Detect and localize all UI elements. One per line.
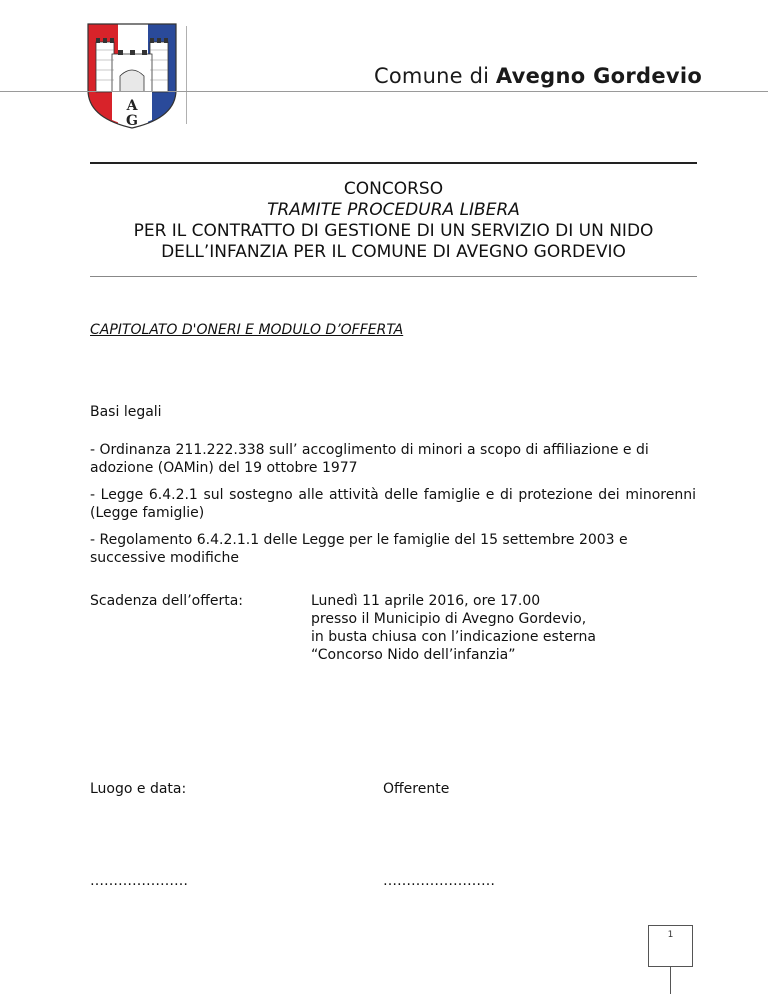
title-line-3: PER IL CONTRATTO DI GESTIONE DI UN SERVIZIO DI UN NIDO: [133, 221, 654, 241]
document-title: [90, 179, 697, 263]
municipality-prefix: Comune di: [374, 64, 490, 88]
municipality-name: [374, 64, 702, 88]
legal-bases-heading: Basi legali: [90, 404, 162, 420]
title-top-rule: [90, 162, 697, 164]
legal-item-1: - Ordinanza 211.222.338 sull’ accoglimento di minori a scopo di affiliazione e di adozione (OAMin) del 19 ottobre 1977: [90, 442, 649, 476]
legal-item-3: - Regolamento 6.4.2.1.1 delle Legge per le famiglie del 15 settembre 2003 e successive modifiche: [90, 532, 628, 566]
offerer-label: Offerente: [383, 781, 450, 797]
place-date-label: Luogo e data:: [90, 781, 187, 797]
deadline-line-1: Lunedì 11 aprile 2016, ore 17.00: [311, 593, 541, 609]
offerer-field[interactable]: ……………………: [383, 873, 495, 889]
page-number: 1: [667, 930, 674, 940]
deadline-line-4: “Concorso Nido dell’infanzia”: [311, 647, 516, 663]
title-line-1: CONCORSO: [343, 179, 444, 199]
coat-of-arms-icon: [78, 20, 188, 132]
deadline-label: Scadenza dell’offerta:: [90, 593, 244, 609]
coat-of-arms-logo: [78, 20, 188, 132]
section-heading: CAPITOLATO D'ONERI E MODULO D’OFFERTA: [90, 322, 404, 338]
title-bottom-rule: [90, 276, 697, 277]
deadline-line-2: presso il Municipio di Avegno Gordevio,: [311, 611, 587, 627]
logo-letter-g: G: [126, 113, 138, 129]
legal-item-2: - Legge 6.4.2.1 sul sostegno alle attività delle famiglie e di protezione dei minorenni (Legge famiglie): [90, 487, 696, 521]
deadline-line-3: in busta chiusa con l’indicazione esterna: [311, 629, 596, 645]
title-line-2: TRAMITE PROCEDURA LIBERA: [267, 200, 520, 220]
municipality-title: Avegno Gordevio: [495, 64, 703, 88]
deadline-details: [311, 592, 691, 664]
header-divider: [0, 91, 768, 92]
page-number-stem: [670, 966, 671, 994]
header-vertical-divider: [186, 26, 187, 124]
title-line-4: DELL’INFANZIA PER IL COMUNE DI AVEGNO GORDEVIO: [161, 242, 626, 262]
place-date-field[interactable]: …………………: [90, 873, 188, 889]
logo-letter-a: A: [126, 98, 138, 114]
